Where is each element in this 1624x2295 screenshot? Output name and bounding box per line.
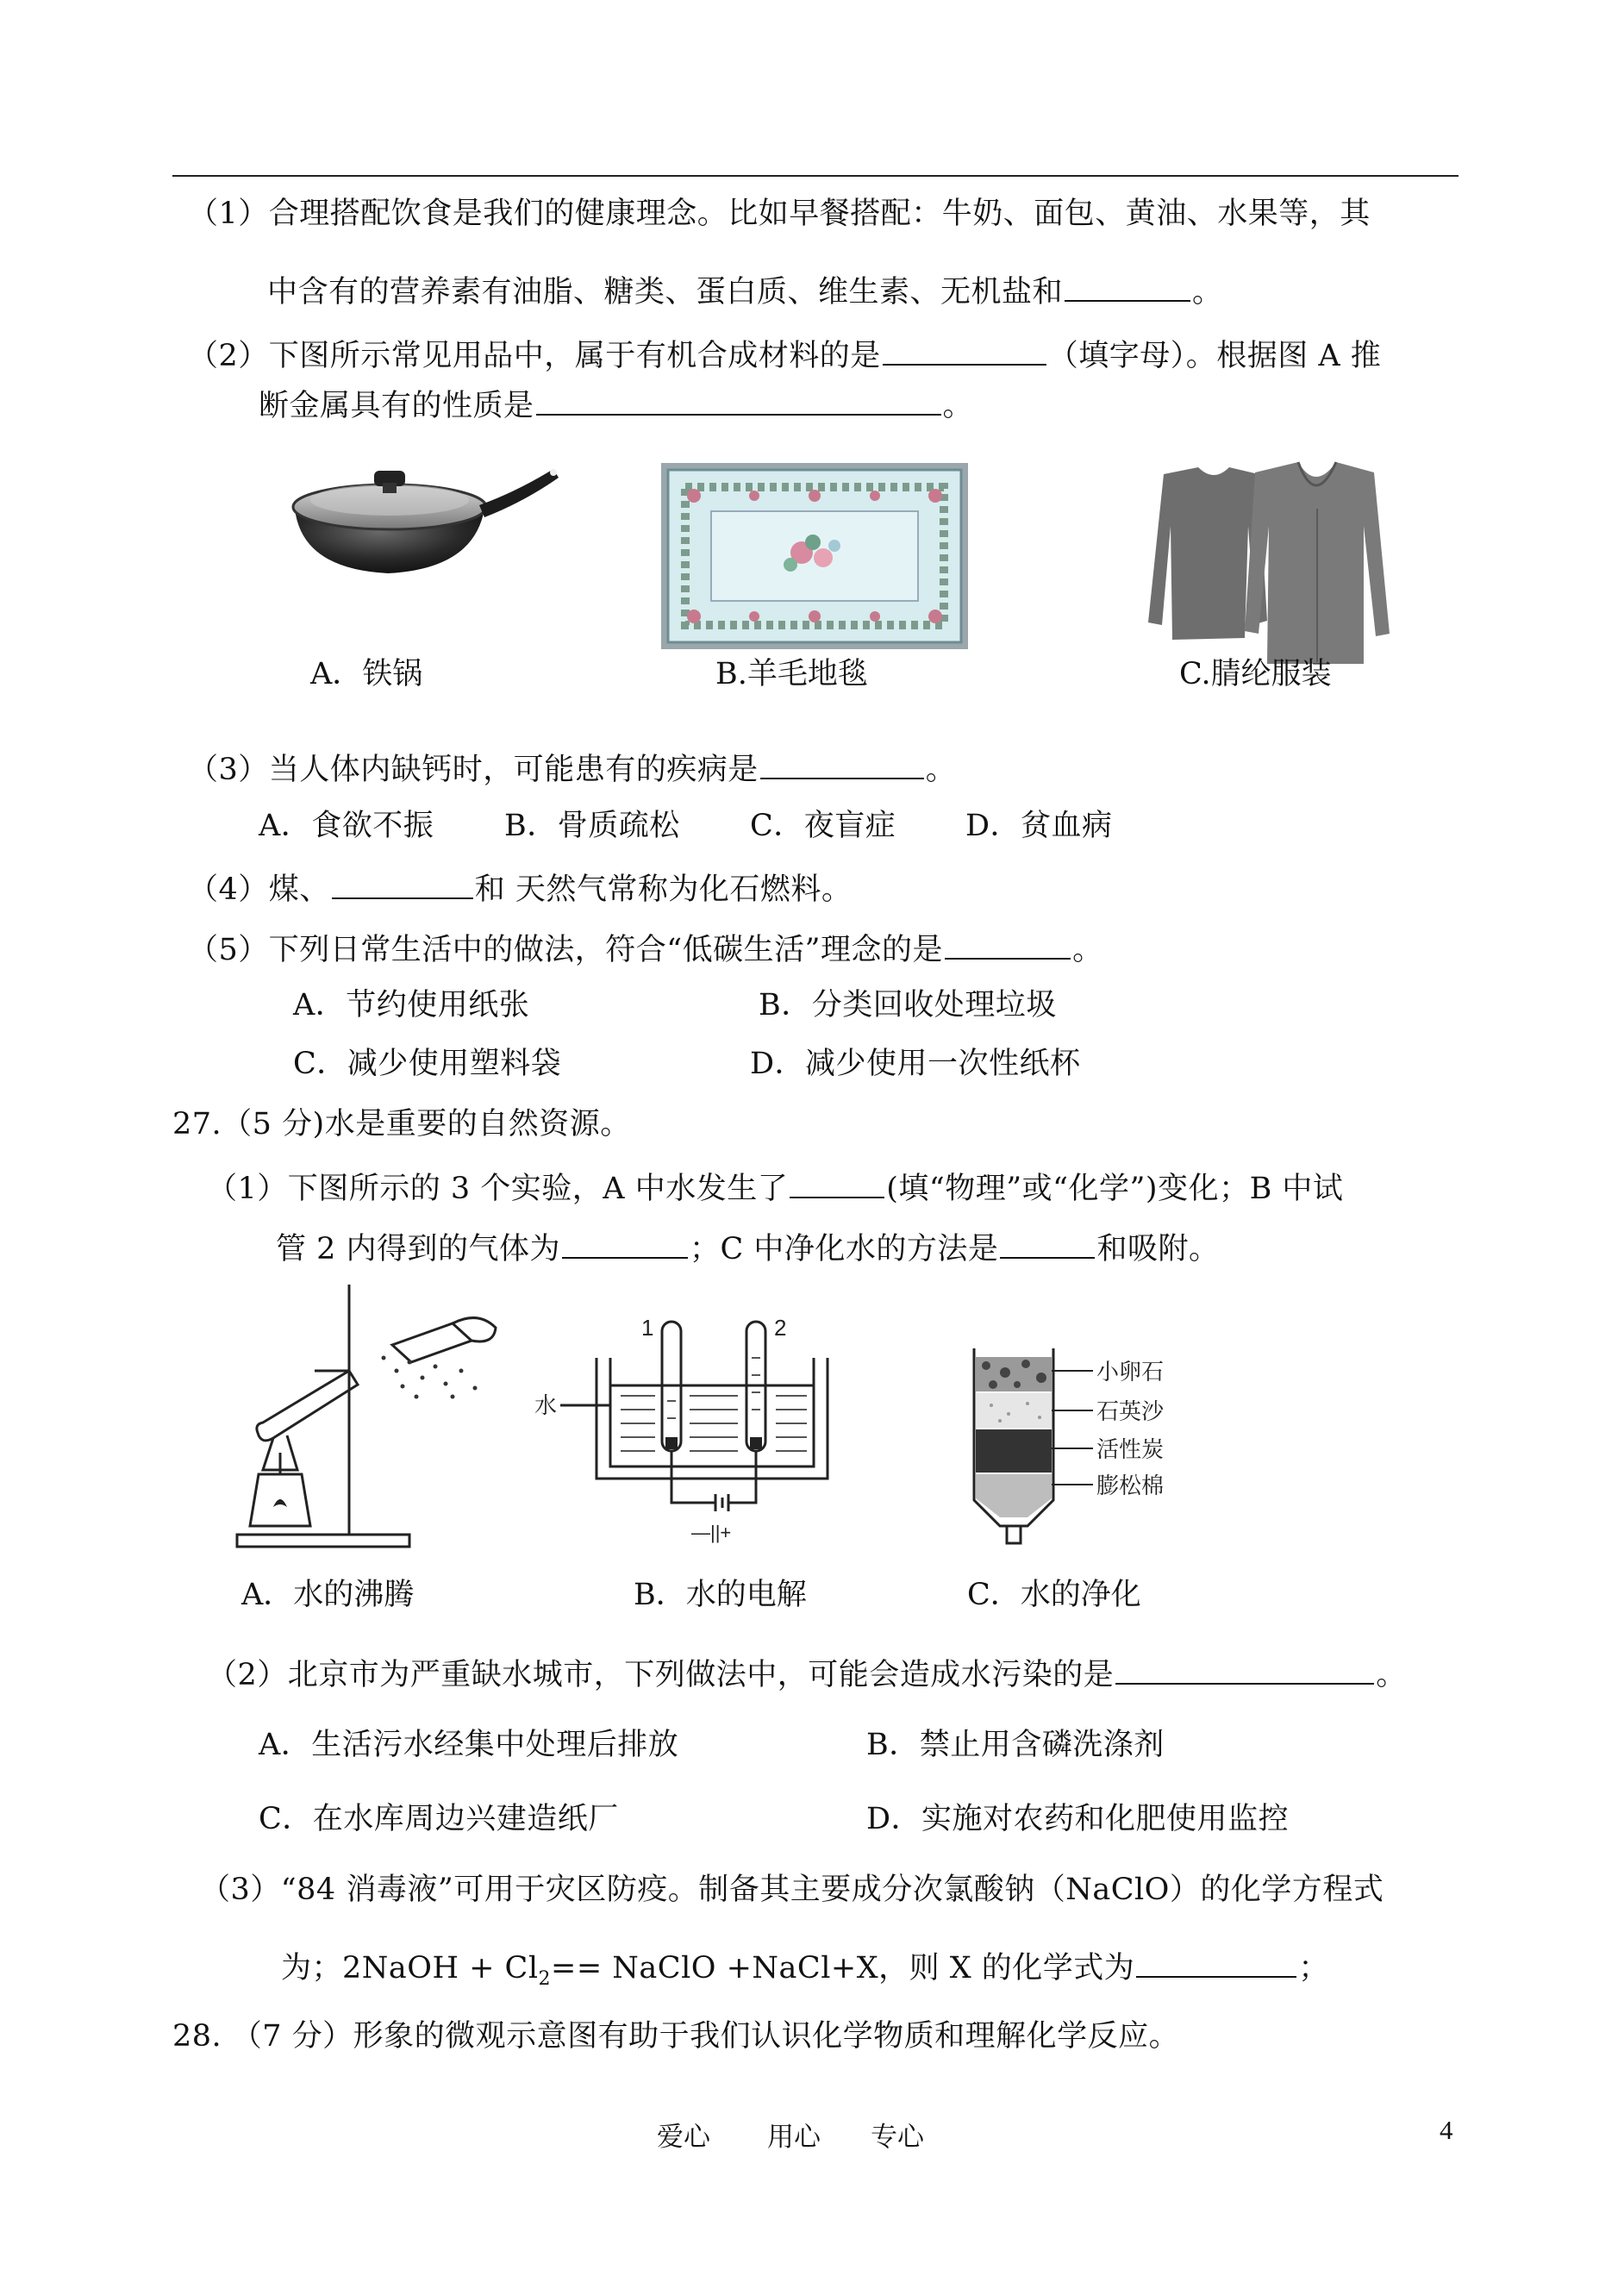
q26-part1-line1: （1）合理搭配饮食是我们的健康理念。比如早餐搭配：牛奶、面包、黄油、水果等，其 — [188, 197, 1371, 231]
answer-blank-water-pollution[interactable] — [1115, 1652, 1374, 1685]
q26-part3-option-c: C．夜盲症 — [750, 809, 896, 843]
battery-label: —||+ — [691, 1522, 732, 1543]
q26-part5: （5）下列日常生活中的做法，符合“低碳生活”理念的是 。 — [188, 927, 1103, 969]
footer-slogan-2: 用心 — [767, 2122, 821, 2153]
q26-part2-line2: 断金属具有的性质是 。 — [259, 383, 973, 425]
water-electrolysis-apparatus — [534, 1306, 862, 1556]
q26-part1-line2: 中含有的营养素有油脂、糖类、蛋白质、维生素、无机盐和 。 — [267, 269, 1223, 311]
q27-part2-option-a: A．生活污水经集中处理后排放 — [259, 1728, 679, 1762]
answer-blank-formula-x[interactable] — [1136, 1945, 1296, 1978]
filter-label-cotton: 膨松棉 — [1096, 1473, 1165, 1499]
q26-part5-option-d: D．减少使用一次性纸杯 — [750, 1047, 1081, 1081]
q26-part3-option-a: A．食欲不振 — [259, 809, 434, 843]
q27-part2-option-c: C．在水库周边兴建造纸厂 — [259, 1802, 619, 1836]
q27-part2: （2）北京市为严重缺水城市，下列做法中，可能会造成水污染的是 。 — [207, 1652, 1407, 1694]
water-boiling-apparatus — [220, 1276, 504, 1560]
answer-blank-low-carbon[interactable] — [945, 927, 1071, 960]
water-purification-apparatus — [965, 1345, 1250, 1552]
caption-water-electrolysis: B．水的电解 — [634, 1578, 807, 1612]
footer-slogan-1: 爱心 — [657, 2122, 710, 2153]
answer-blank-synthetic-material[interactable] — [883, 333, 1046, 366]
tube-label-1: 1 — [641, 1315, 654, 1341]
filter-label-activated-carbon: 活性炭 — [1096, 1437, 1165, 1463]
answer-blank-tube2-gas[interactable] — [562, 1226, 688, 1259]
tube-label-2: 2 — [774, 1315, 787, 1341]
answer-blank-metal-property[interactable] — [536, 383, 941, 416]
q27-title: 27.（5 分)水是重要的自然资源。 — [172, 1107, 631, 1141]
answer-blank-calcium-disease[interactable] — [760, 747, 924, 779]
caption-acrylic-clothing: C.腈纶服装 — [1179, 657, 1332, 691]
q28-title: 28. （7 分）形象的微观示意图有助于我们认识化学物质和理解化学反应。 — [172, 2019, 1180, 2054]
iron-wok-image — [284, 448, 560, 578]
filter-label-quartz-sand: 石英沙 — [1096, 1399, 1165, 1425]
q26-part5-option-c: C．减少使用塑料袋 — [293, 1047, 562, 1081]
footer-slogan-3: 专心 — [871, 2122, 924, 2153]
wool-carpet-image — [659, 461, 970, 651]
header-rule — [172, 175, 1458, 177]
q27-part1-line2: 管 2 内得到的气体为 ；C 中净化水的方法是 和吸附。 — [276, 1226, 1219, 1268]
answer-blank-nutrient[interactable] — [1065, 269, 1190, 302]
caption-iron-wok: A．铁锅 — [310, 657, 423, 691]
caption-water-boiling: A．水的沸腾 — [241, 1578, 415, 1612]
q26-part3-option-b: B．骨质疏松 — [504, 809, 680, 843]
caption-water-purification: C．水的净化 — [967, 1578, 1141, 1612]
q27-part2-option-b: B．禁止用含磷洗涤剂 — [866, 1728, 1165, 1762]
q27-part1-line1: （1）下图所示的 3 个实验，A 中水发生了 (填“物理”或“化学”)变化；B 中试 — [207, 1166, 1343, 1208]
caption-wool-carpet: B.羊毛地毯 — [715, 657, 868, 691]
acrylic-clothing-image — [1138, 457, 1396, 672]
q26-part3-option-d: D．贫血病 — [965, 809, 1113, 843]
answer-blank-fossil-fuel[interactable] — [332, 866, 473, 899]
q27-part2-option-d: D．实施对农药和化肥使用监控 — [866, 1802, 1290, 1836]
q27-part3-line1: （3）“84 消毒液”可用于灾区防疫。制备其主要成分次氯酸钠（NaClO）的化学方程式 — [200, 1873, 1384, 1907]
filter-label-pebbles: 小卵石 — [1096, 1360, 1165, 1385]
q26-part5-option-a: A．节约使用纸张 — [293, 988, 530, 1022]
water-label: 水 — [534, 1393, 558, 1419]
answer-blank-change-type[interactable] — [790, 1166, 884, 1198]
answer-blank-purify-method[interactable] — [1000, 1226, 1095, 1259]
q26-part4: （4）煤、 和 天然气常称为化石燃料。 — [188, 866, 852, 909]
q26-part2-line1: （2）下图所示常见用品中，属于有机合成材料的是 （填字母）。根据图 A 推 — [188, 333, 1381, 375]
q27-part3-line2: 为；2NaOH + $Cl_2==$ NaClO +NaCl+X，则 X 的化学式为 ； — [281, 1945, 1329, 1998]
page-number: 4 — [1440, 2115, 1453, 2145]
q26-part3: （3）当人体内缺钙时，可能患有的疾病是 。 — [188, 747, 956, 789]
q26-part5-option-b: B．分类回收处理垃圾 — [759, 988, 1057, 1022]
